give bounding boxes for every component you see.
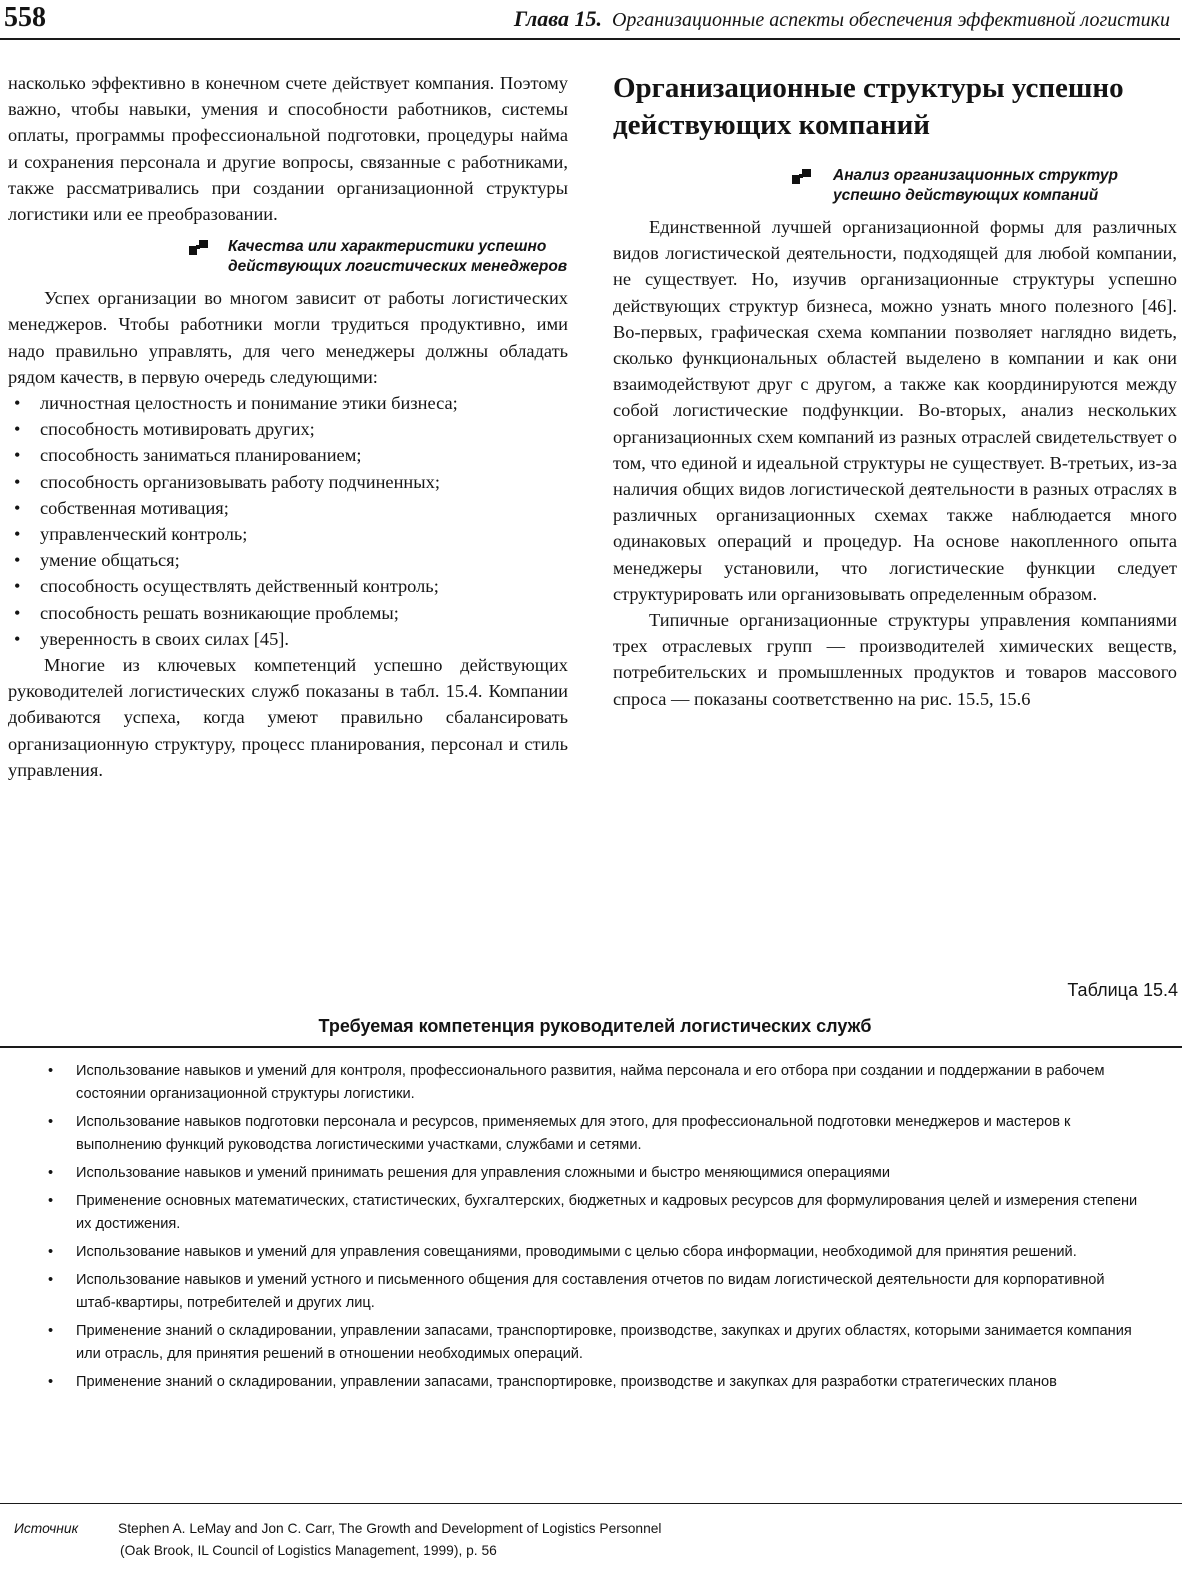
list-item: • способность заниматься планированием; [8, 442, 568, 468]
table-row: • Использование навыков и умений для управления совещаниями, проводимыми с целью сбора информации, необходимой для принятия решений. [42, 1241, 1142, 1264]
right-subheading-text: Анализ организационных структур успешно действующих компаний [833, 167, 1118, 204]
right-column [613, 70, 1177, 712]
left-column [8, 70, 568, 783]
qualities-list [8, 390, 568, 652]
list-item: • способность осуществлять действенный контроль; [8, 573, 568, 599]
competence-list [42, 1060, 1142, 1394]
source-label: Источник [14, 1521, 79, 1536]
section-marker-icon [188, 239, 210, 257]
chapter-title: Организационные аспекты обеспечения эффективной логистики [611, 9, 1170, 31]
table-body [42, 1060, 1142, 1399]
list-item: • способность организовывать работу подчиненных; [8, 469, 568, 495]
page-number: 558 [4, 2, 46, 33]
right-subheading [613, 166, 1177, 206]
source-line-1: Stephen A. LeMay and Jon C. Carr, The Growth and Development of Logistics Personnel [118, 1521, 662, 1536]
list-item: • личностная целостность и понимание этики бизнеса; [8, 390, 568, 416]
section-title: Организационные структуры успешно действующих компаний [613, 72, 1124, 141]
left-paragraph-2: Успех организации во многом зависит от работы логистических менеджеров. Чтобы работники могли трудиться продуктивно, ими надо правильно управлять, для чего менеджеры должны обладать рядом качеств, в первую очередь следующими: [8, 288, 568, 387]
running-title [514, 6, 1170, 32]
list-item: • собственная мотивация; [8, 495, 568, 521]
list-item: • управленческий контроль; [8, 521, 568, 547]
list-item: • уверенность в своих силах [45]. [8, 626, 568, 652]
table-row: • Применение основных математических, статистических, бухгалтерских, бюджетных и кадровых ресурсов для формулирования целей и измерения степени их достижения. [42, 1190, 1142, 1236]
left-subheading-text: Качества или характеристики успешно действующих логистических менеджеров [228, 238, 568, 276]
table-row: • Применение знаний о складировании, управлении запасами, транспортировке, производстве и закупках для разработки стратегических планов [42, 1371, 1142, 1394]
left-paragraph-1: насколько эффективно в конечном счете действует компания. Поэтому важно, чтобы навыки, умения и способности работников, системы оплаты, программы профессиональной подготовки, процедуры найма и сохранения персонала и другие вопросы, связанные с работниками, также рассматривались при создании организационной структуры логистики или ее преобразовании. [8, 73, 568, 225]
right-paragraph-1: Единственной лучшей организационной формы для различных видов логистической деятельности, подходящей для любой компании, не существует. Но, изучив организационные структуры успешно действующих структур бизнеса, можно узнать много полезного [46]. Во-первых, графическая схема компании позволяет наглядно видеть, сколько функциональных областей выделено в компании и как они взаимодействуют друг с другом, а также как координируются между собой логистические подфункции. Во-вторых, анализ нескольких организационных схем компаний из разных отраслей свидетельствует о том, что единой и идеальной структуры не существует. В-третьих, из-за наличия общих видов логистической деятельности в разных отраслях в различных организационных схемах также наблюдается много одинаковых операций и процедур. На основе накопленного опыта менеджеры установили, что логистические функции следует структурировать или организовывать определенным образом. [613, 217, 1177, 604]
table-top-rule [0, 1046, 1182, 1048]
table-bottom-rule [0, 1503, 1182, 1504]
list-item: • умение общаться; [8, 547, 568, 573]
table-row: • Использование навыков подготовки персонала и ресурсов, применяемых для этого, для профессиональной подготовки менеджеров и мастеров к выполнению функций руководства логистическими участками, службами и сетями. [42, 1111, 1142, 1157]
chapter-label: Глава 15. [513, 6, 602, 31]
left-paragraph-3: Многие из ключевых компетенций успешно действующих руководителей логистических служб показаны в табл. 15.4. Компании добиваются успеха, когда умеют правильно сбалансировать организационную структуру, процесс планирования, персонал и стиль управления. [8, 655, 568, 780]
table-caption: Таблица 15.4 [1067, 980, 1178, 1000]
running-header [4, 0, 1180, 38]
list-item: • способность решать возникающие проблемы; [8, 600, 568, 626]
table-row: • Использование навыков и умений устного и письменного общения для составления отчетов по видам логистической деятельности для корпоративной штаб-квартиры, потребителей и других лиц. [42, 1269, 1142, 1315]
table-row: • Использование навыков и умений принимать решения для управления сложными и быстро меняющимися операциями [42, 1162, 1142, 1185]
right-paragraph-2: Типичные организационные структуры управления компаниями трех отраслевых групп — производителей химических веществ, потребительских и промышленных продуктов и товаров массового спроса — показаны соответственно на рис. 15.5, 15.6 [613, 610, 1177, 709]
header-rule [0, 38, 1180, 40]
table-row: • Применение знаний о складировании, управлении запасами, транспортировке, производстве, закупках и других областях, которыми занимается компания или отрасль, для принятия решений в отношении необходимых операций. [42, 1320, 1142, 1366]
section-marker-icon [791, 168, 813, 186]
list-item: • способность мотивировать других; [8, 416, 568, 442]
table-title: Требуемая компетенция руководителей логистических служб [318, 1016, 872, 1036]
source-line-2: (Oak Brook, IL Council of Logistics Management, 1999), p. 56 [120, 1543, 497, 1558]
table-row: • Использование навыков и умений для контроля, профессионального развития, найма персонала и его отбора при создании и поддержании в рабочем состоянии организационной структуры логистики. [42, 1060, 1142, 1106]
table-source [14, 1518, 1164, 1562]
left-subheading [8, 237, 568, 277]
